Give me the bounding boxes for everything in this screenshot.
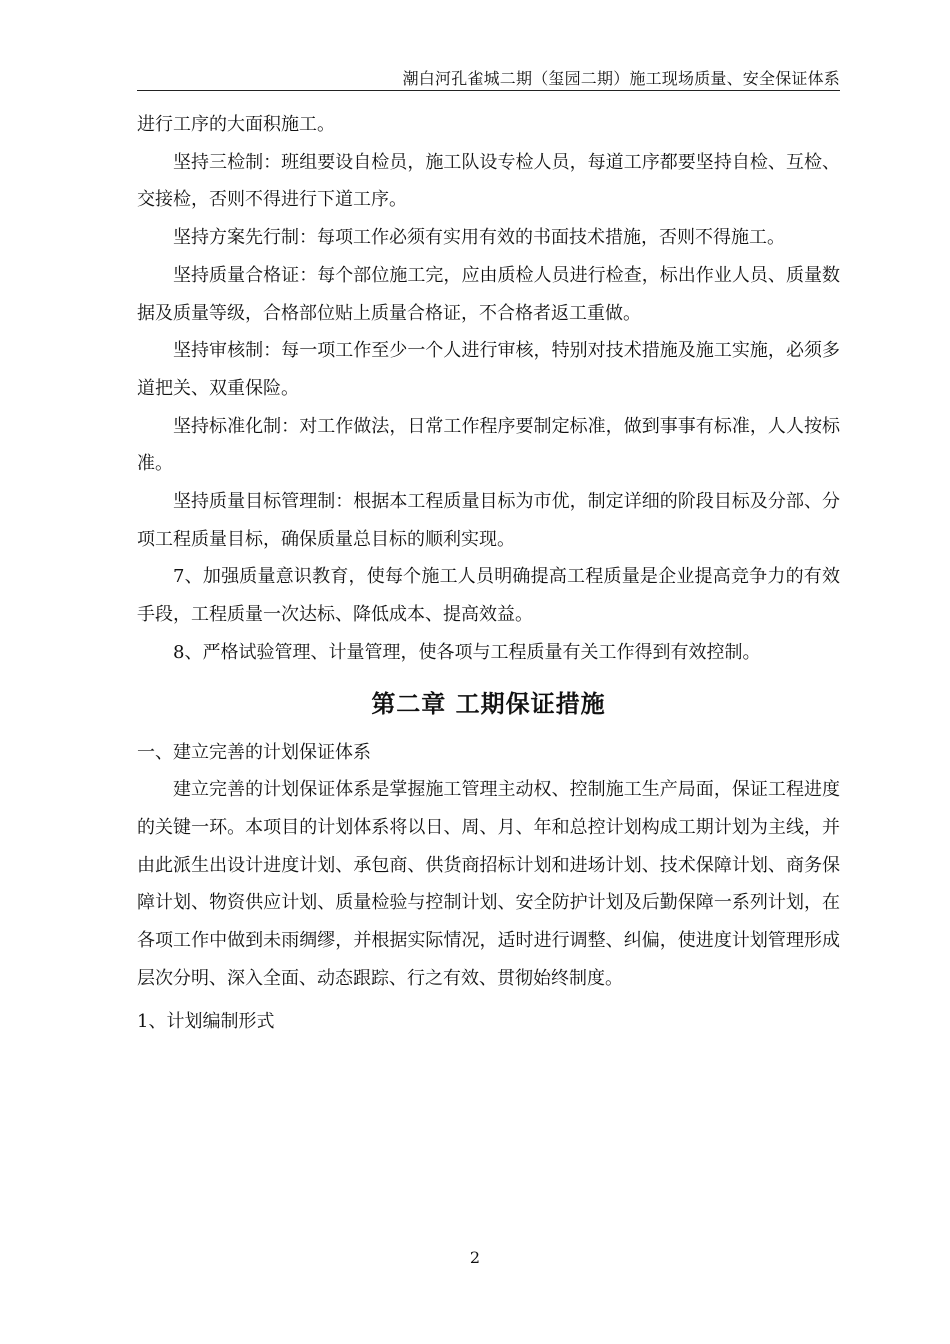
document-body [137, 106, 840, 1041]
chapter-title: 第二章 工期保证措施 [371, 688, 606, 718]
subsection-heading: 1、计划编制形式 [137, 1011, 275, 1033]
page-number: 2 [469, 1248, 481, 1267]
paragraph-quality-certificate: 坚持质量合格证：每个部位施工完，应由质检人员进行检查，标出作业人员、质量数据及质量等级，合格部位贴上质量合格证，不合格者返工重做。 [137, 264, 840, 324]
section-body: 建立完善的计划保证体系是掌握施工管理主动权、控制施工生产局面，保证工程进度的关键一环。本项目的计划体系将以日、周、月、年和总控计划构成工期计划为主线，并由此派生出设计进度计划、承包商、供货商招标计划和进场计划、技术保障计划、商务保障计划、物资供应计划、质量检验与控制计划、安全防护计划及后勤保障一系列计划，在各项工作中做到未雨绸缪，并根据实际情况，适时进行调整、纠偏，使进度计划管理形成层次分明、深入全面、动态跟踪、行之有效、贯彻始终制度。 [137, 779, 840, 989]
paragraph-review: 坚持审核制：每一项工作至少一个人进行审核，特别对技术措施及施工实施，必须多道把关、双重保险。 [137, 340, 840, 399]
paragraph-quality-target: 坚持质量目标管理制：根据本工程质量目标为市优，制定详细的阶段目标及分部、分项工程质量目标，确保质量总目标的顺利实现。 [137, 491, 840, 550]
section-heading: 一、建立完善的计划保证体系 [137, 741, 371, 763]
paragraph-item-7: 7、加强质量意识教育，使每个施工人员明确提高工程质量是企业提高竞争力的有效手段，工程质量一次达标、降低成本、提高效益。 [137, 566, 840, 626]
paragraph-three-check: 坚持三检制：班组要设自检员，施工队设专检人员，每道工序都要坚持自检、互检、交接检，否则不得进行下道工序。 [137, 151, 840, 211]
paragraph-plan-first: 坚持方案先行制：每项工作必须有实用有效的书面技术措施，否则不得施工。 [173, 227, 785, 249]
header-title: 潮白河孔雀城二期（玺园二期）施工现场质量、安全保证体系 [402, 69, 840, 88]
page-header [137, 58, 840, 91]
paragraph-standardization: 坚持标准化制：对工作做法，日常工作程序要制定标准，做到事事有标准，人人按标准。 [137, 415, 840, 475]
paragraph-item-8: 8、严格试验管理、计量管理，使各项与工程质量有关工作得到有效控制。 [173, 641, 761, 663]
paragraph-continuation: 进行工序的大面积施工。 [137, 114, 335, 135]
